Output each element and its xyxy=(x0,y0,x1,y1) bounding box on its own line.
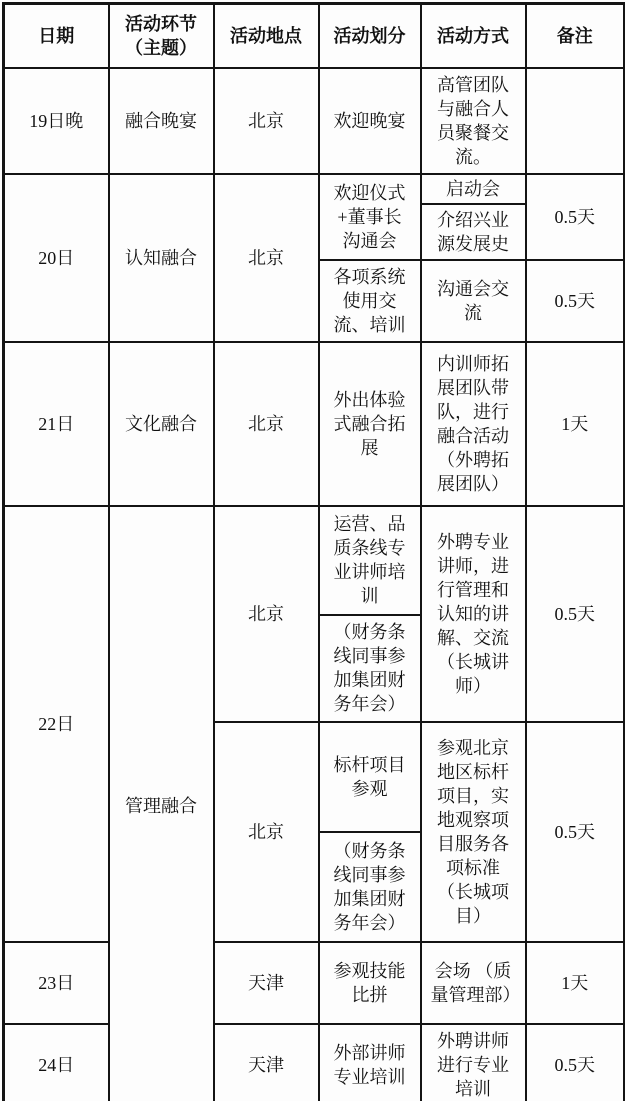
row-21 xyxy=(4,342,625,506)
cell-22-s2-note: 0.5天 xyxy=(526,722,625,942)
cell-23-place: 天津 xyxy=(214,942,319,1024)
cell-20-division-a: 欢迎仪式+董事长沟通会 xyxy=(319,174,421,260)
cell-19-method: 高管团队与融合人员聚餐交流。 xyxy=(421,68,526,174)
header-method: 活动方式 xyxy=(421,4,526,68)
cell-20-method-a2: 介绍兴业源发展史 xyxy=(421,204,526,260)
row-23 xyxy=(4,942,625,1024)
cell-20-method-a1: 启动会 xyxy=(421,174,526,204)
cell-22-theme: 管理融合 xyxy=(109,506,214,1101)
cell-22-s2-place: 北京 xyxy=(214,722,319,942)
cell-23-method: 会场 （质量管理部） xyxy=(421,942,526,1024)
row-20-a1 xyxy=(4,174,625,204)
row-22-s1-main xyxy=(4,506,625,615)
header-division: 活动划分 xyxy=(319,4,421,68)
row-24 xyxy=(4,1024,625,1101)
cell-20-division-b: 各项系统使用交流、培训 xyxy=(319,260,421,342)
cell-19-theme: 融合晚宴 xyxy=(109,68,214,174)
header-theme: 活动环节（主题） xyxy=(109,4,214,68)
cell-20-method-b: 沟通会交流 xyxy=(421,260,526,342)
header-row xyxy=(4,4,625,68)
cell-19-place: 北京 xyxy=(214,68,319,174)
cell-22-s2-division-main: 标杆项目参观 xyxy=(319,722,421,832)
cell-24-date: 24日 xyxy=(4,1024,109,1101)
header-note: 备注 xyxy=(526,4,625,68)
cell-24-division: 外部讲师专业培训 xyxy=(319,1024,421,1101)
cell-21-place: 北京 xyxy=(214,342,319,506)
cell-19-note xyxy=(526,68,625,174)
cell-22-s1-division-main: 运营、品质条线专业讲师培训 xyxy=(319,506,421,615)
cell-24-method: 外聘讲师进行专业培训 xyxy=(421,1024,526,1101)
header-place: 活动地点 xyxy=(214,4,319,68)
cell-24-place: 天津 xyxy=(214,1024,319,1101)
cell-20-note-b: 0.5天 xyxy=(526,260,625,342)
cell-20-date: 20日 xyxy=(4,174,109,342)
cell-22-date: 22日 xyxy=(4,506,109,942)
cell-21-division: 外出体验式融合拓展 xyxy=(319,342,421,506)
cell-22-s1-note: 0.5天 xyxy=(526,506,625,722)
cell-21-theme: 文化融合 xyxy=(109,342,214,506)
cell-20-place: 北京 xyxy=(214,174,319,342)
cell-19-division: 欢迎晚宴 xyxy=(319,68,421,174)
cell-21-note: 1天 xyxy=(526,342,625,506)
cell-24-note: 0.5天 xyxy=(526,1024,625,1101)
cell-23-note: 1天 xyxy=(526,942,625,1024)
cell-20-note-a: 0.5天 xyxy=(526,174,625,260)
cell-22-s2-division-alt: （财务条线同事参加集团财务年会） xyxy=(319,832,421,942)
cell-21-method: 内训师拓展团队带队，进行融合活动（外聘拓展团队） xyxy=(421,342,526,506)
cell-19-date: 19日晚 xyxy=(4,68,109,174)
row-19 xyxy=(4,68,625,174)
cell-22-s1-method: 外聘专业讲师，进行管理和认知的讲解、交流（长城讲师） xyxy=(421,506,526,722)
cell-23-date: 23日 xyxy=(4,942,109,1024)
cell-20-theme: 认知融合 xyxy=(109,174,214,342)
schedule-table xyxy=(2,2,625,1101)
cell-22-s1-division-alt: （财务条线同事参加集团财务年会） xyxy=(319,615,421,722)
header-date: 日期 xyxy=(4,4,109,68)
cell-22-s2-method: 参观北京地区标杆项目，实地观察项目服务各项标准（长城项目） xyxy=(421,722,526,942)
cell-23-division: 参观技能比拼 xyxy=(319,942,421,1024)
cell-21-date: 21日 xyxy=(4,342,109,506)
cell-22-s1-place: 北京 xyxy=(214,506,319,722)
